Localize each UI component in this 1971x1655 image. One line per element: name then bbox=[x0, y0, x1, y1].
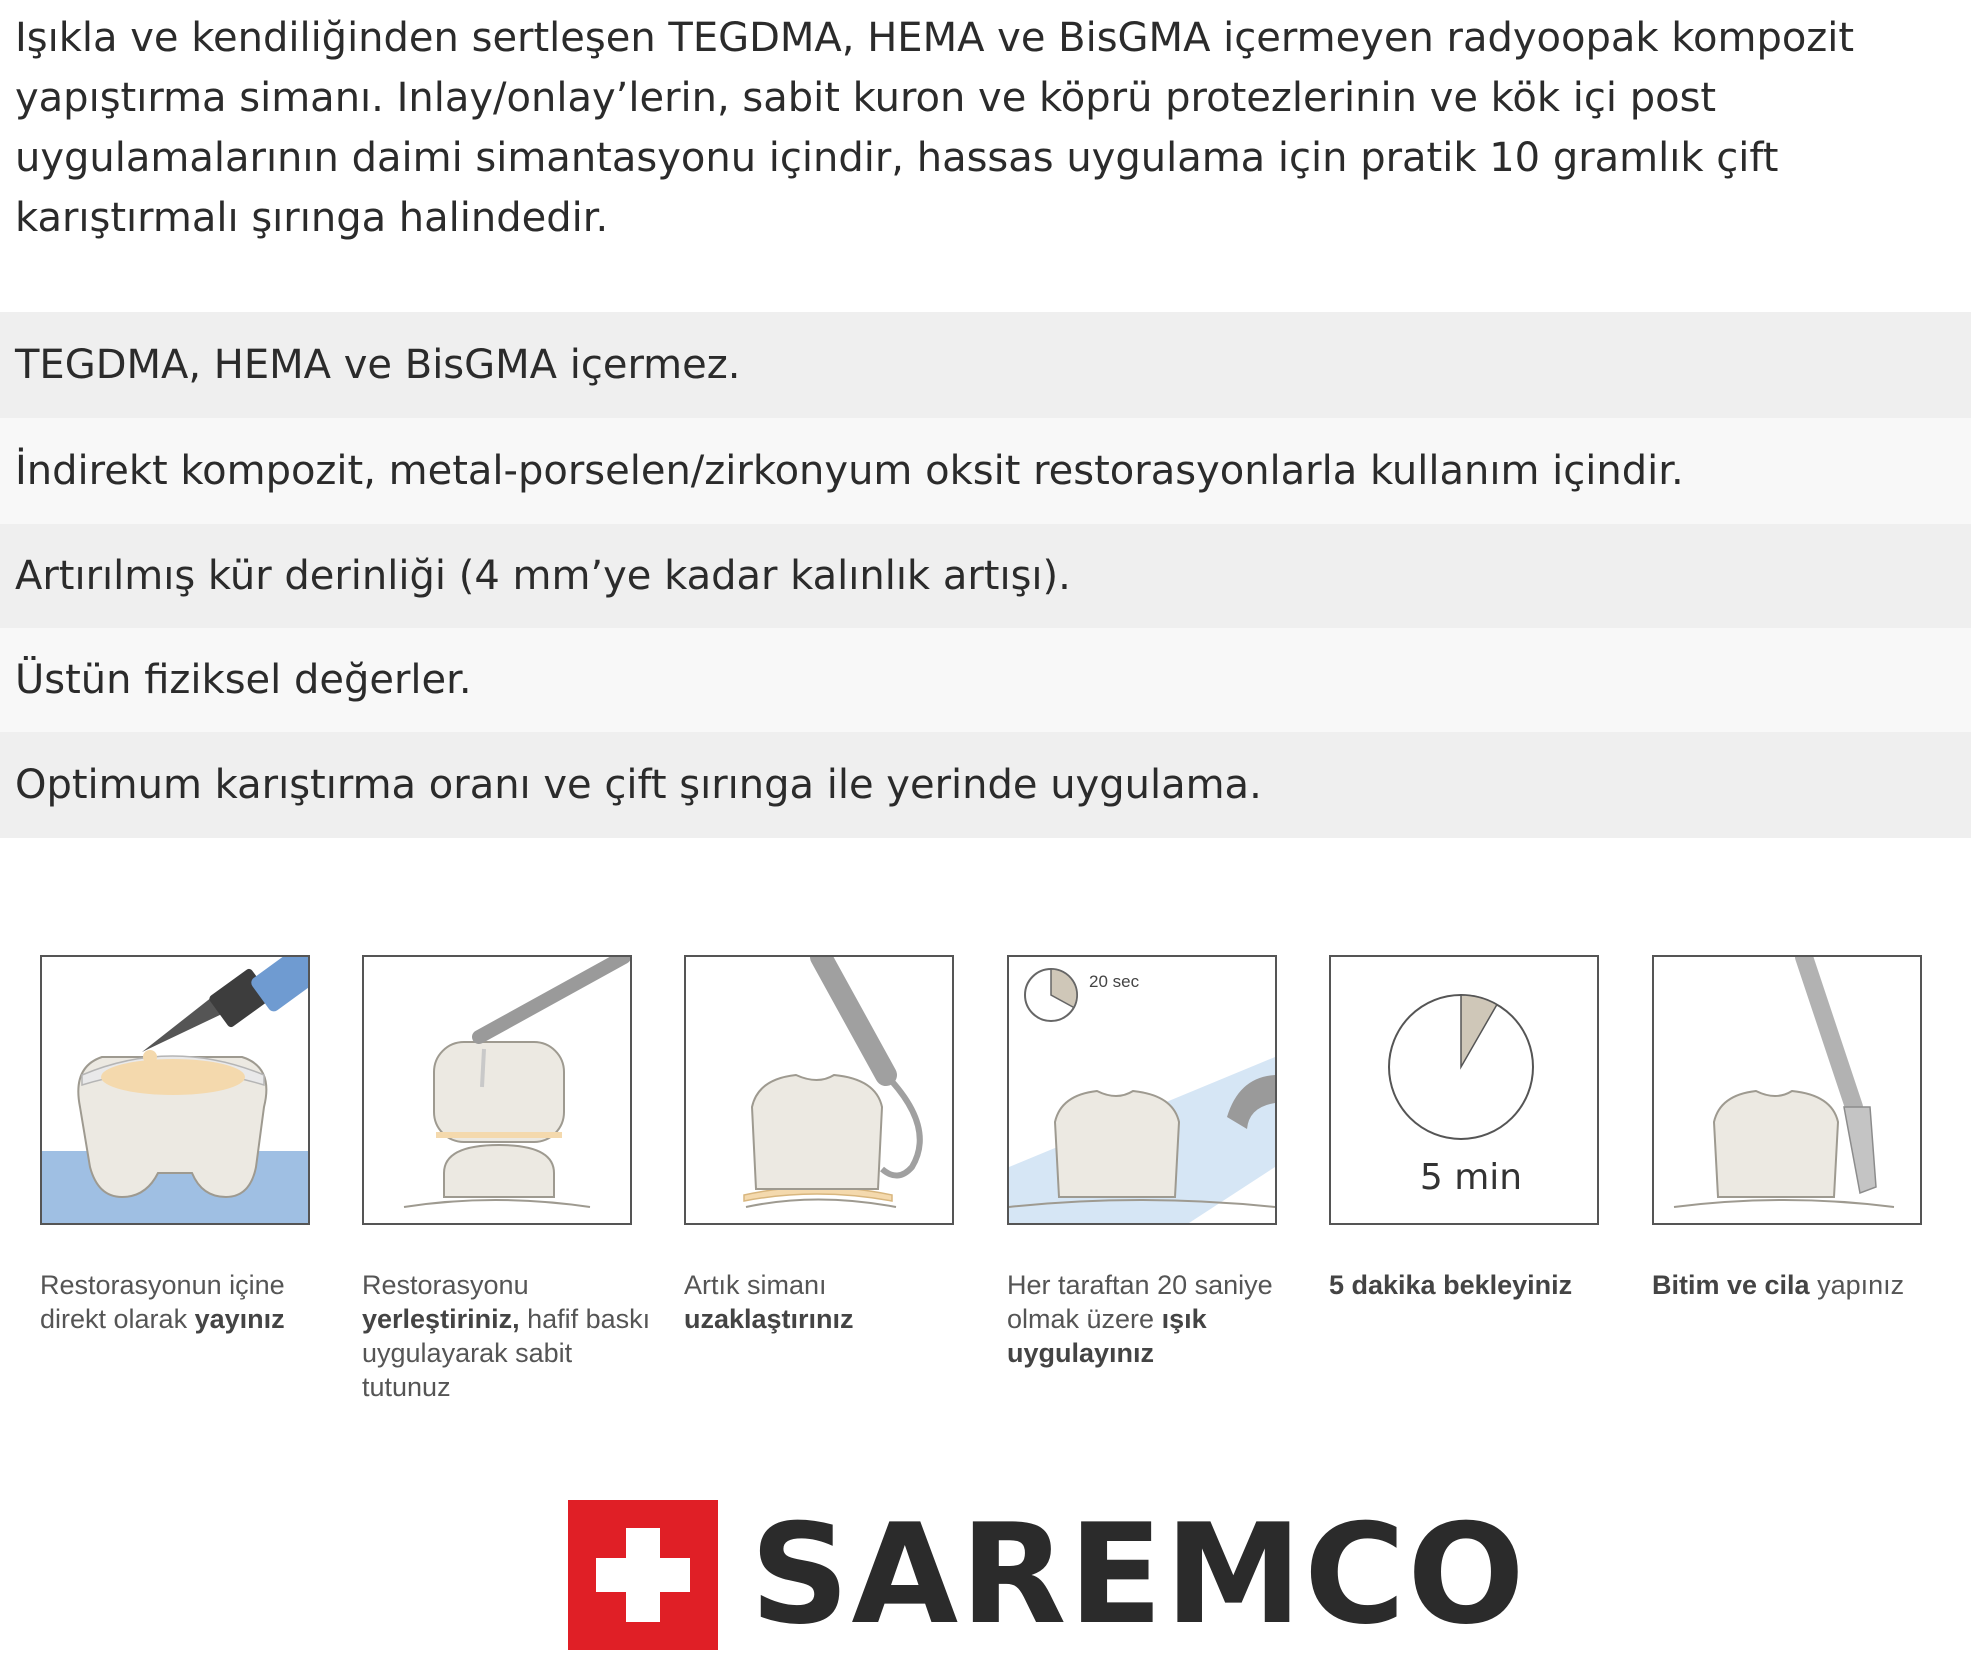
caption-text: Restorasyonun içine direkt olarak bbox=[40, 1270, 285, 1334]
crown-restoration-icon bbox=[434, 1042, 564, 1142]
caption-emphasis: yerleştiriniz, bbox=[362, 1304, 520, 1334]
scaler-tip-icon bbox=[882, 1075, 920, 1176]
tooth-crown-icon bbox=[1714, 1091, 1838, 1197]
step-light-illustration bbox=[1007, 955, 1277, 1225]
gum-line bbox=[404, 1200, 590, 1207]
step-caption bbox=[1652, 1268, 1942, 1302]
step-place-illustration bbox=[362, 955, 632, 1225]
caption-text: Her taraftan 20 saniye olmak üzere bbox=[1007, 1270, 1273, 1334]
wait-time-label: 5 min bbox=[1419, 1157, 1523, 1198]
mixing-tip-icon bbox=[142, 997, 224, 1052]
tooth-crown-icon bbox=[1055, 1091, 1179, 1197]
cement-fill bbox=[101, 1059, 245, 1095]
step-remove-illustration bbox=[684, 955, 954, 1225]
caption-text: Artık simanı bbox=[684, 1270, 827, 1300]
handpiece-icon bbox=[1804, 957, 1854, 1107]
caption-text: hafif baskı uygulayarak sabit tutunuz bbox=[362, 1304, 651, 1402]
tweezers-icon bbox=[479, 957, 624, 1037]
step-caption bbox=[1007, 1268, 1297, 1370]
caption-emphasis: Bitim ve cila bbox=[1652, 1270, 1810, 1300]
step-caption bbox=[362, 1268, 652, 1404]
tweezers-tip bbox=[482, 1049, 484, 1087]
feature-list bbox=[0, 312, 1971, 838]
step-caption bbox=[40, 1268, 330, 1336]
feature-item: Üstün fiziksel değerler. bbox=[0, 628, 1971, 732]
gum-line bbox=[1674, 1200, 1894, 1207]
step-apply-illustration bbox=[40, 955, 310, 1225]
step-caption bbox=[684, 1268, 974, 1336]
feature-item: İndirekt kompozit, metal-porselen/zirkonyum oksit restorasyonlarla kullanım içindir. bbox=[0, 418, 1971, 524]
polisher-tip-icon bbox=[1844, 1107, 1876, 1193]
feature-item: Optimum karıştırma oranı ve çift şırınga ile yerinde uygulama. bbox=[0, 732, 1971, 838]
feature-item: Artırılmış kür derinliği (4 mm’ye kadar kalınlık artışı). bbox=[0, 524, 1971, 628]
tooth-crown-icon bbox=[752, 1075, 882, 1189]
brand-name: SAREMCO bbox=[750, 1494, 1527, 1655]
caption-text: yapınız bbox=[1809, 1270, 1905, 1300]
cement-drop bbox=[143, 1050, 157, 1064]
prepared-tooth-icon bbox=[444, 1145, 554, 1197]
feature-item: TEGDMA, HEMA ve BisGMA içermez. bbox=[0, 312, 1971, 418]
caption-text: Restorasyonu bbox=[362, 1270, 529, 1300]
intro-paragraph: Işıkla ve kendiliğinden sertleşen TEGDMA, HEMA ve BisGMA içermeyen radyoopak kompozit yapıştırma simanı. Inlay/onlay’lerin, sabit kuron ve köprü protezlerinin ve kök içi post uygulamalarının daimi simantasyonu içindir, hassas uygulama için pratik 10 gramlık çift karıştırmalı şırınga halindedir. bbox=[15, 15, 1855, 241]
saremco-logo bbox=[568, 1494, 1527, 1655]
caption-emphasis: ışık uygulayınız bbox=[1007, 1304, 1207, 1368]
caption-emphasis: uzaklaştırınız bbox=[684, 1304, 854, 1334]
step-caption bbox=[1329, 1268, 1619, 1302]
cross-horizontal bbox=[596, 1558, 690, 1592]
caption-emphasis: yayınız bbox=[194, 1304, 285, 1334]
gum-line bbox=[746, 1200, 896, 1208]
caption-emphasis: 5 dakika bekleyiniz bbox=[1329, 1270, 1573, 1300]
step-polish-illustration bbox=[1652, 955, 1922, 1225]
light-time-label: 20 sec bbox=[1089, 972, 1140, 991]
step-wait-illustration bbox=[1329, 955, 1599, 1225]
scaler-handle-icon bbox=[821, 957, 886, 1075]
